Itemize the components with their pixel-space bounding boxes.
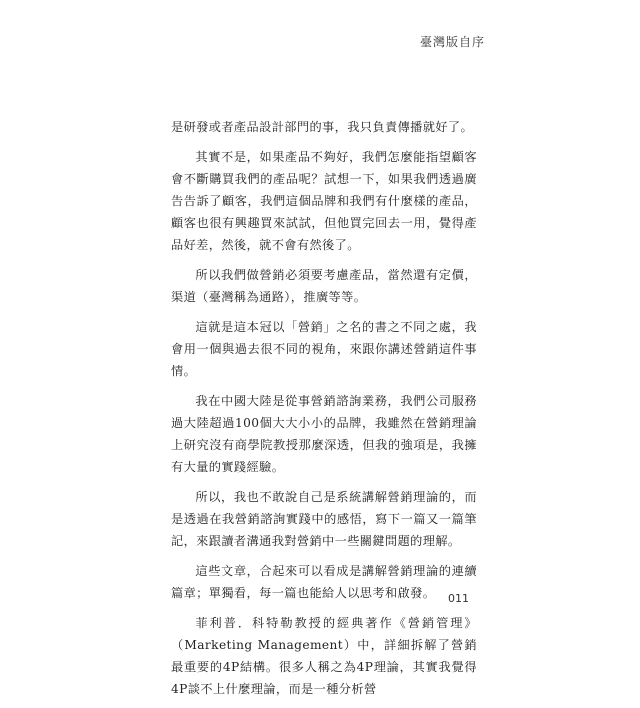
running-header: 臺灣版自序: [419, 35, 485, 49]
paragraph: 其實不是，如果產品不夠好，我們怎麼能指望顧客會不斷購買我們的產品呢？試想一下，如果我們透過廣告告訴了顧客，我們這個品牌和我們有什麼樣的產品，顧客也很有興趣買來試試，但他買完回去一用，覺得產品好差，然後，就不會有然後了。: [171, 150, 477, 252]
paragraph: 所以我們做營銷必須要考慮產品，當然還有定價，渠道（臺灣稱為通路），推廣等等。: [171, 268, 477, 304]
paragraph: 菲利普．科特勒教授的經典著作《營銷管理》（Marketing Management）中，詳細拆解了營銷最重要的4P結構。很多人稱之為4P理論，其實我覺得4P談不上什麼理論，而是一種分析營: [171, 616, 477, 696]
paragraph-continued: 是研發或者產品設計部門的事，我只負責傳播就好了。: [171, 120, 474, 134]
paragraph: 我在中國大陸是從事營銷諮詢業務，我們公司服務過大陸超過100個大大小小的品牌，我雖然在營銷理論上研究沒有商學院教授那麼深透，但我的強項是，我擁有大量的實踐經驗。: [171, 394, 477, 474]
paragraph: 這就是這本冠以「營銷」之名的書之不同之處，我會用一個與過去很不同的視角，來跟你講述營銷這件事情。: [171, 320, 477, 378]
paragraph: 所以，我也不敢說自己是系統講解營銷理論的，而是透過在我營銷諮詢實踐中的感悟，寫下一篇又一篇筆記，來跟讀者溝通我對營銷中一些關鍵問題的理解。: [171, 490, 477, 548]
paragraph: 這些文章，合起來可以看成是講解營銷理論的連續篇章；單獨看，每一篇也能給人以思考和啟發。: [171, 564, 477, 600]
body-text: [171, 116, 477, 708]
page-number: 011: [448, 592, 469, 605]
